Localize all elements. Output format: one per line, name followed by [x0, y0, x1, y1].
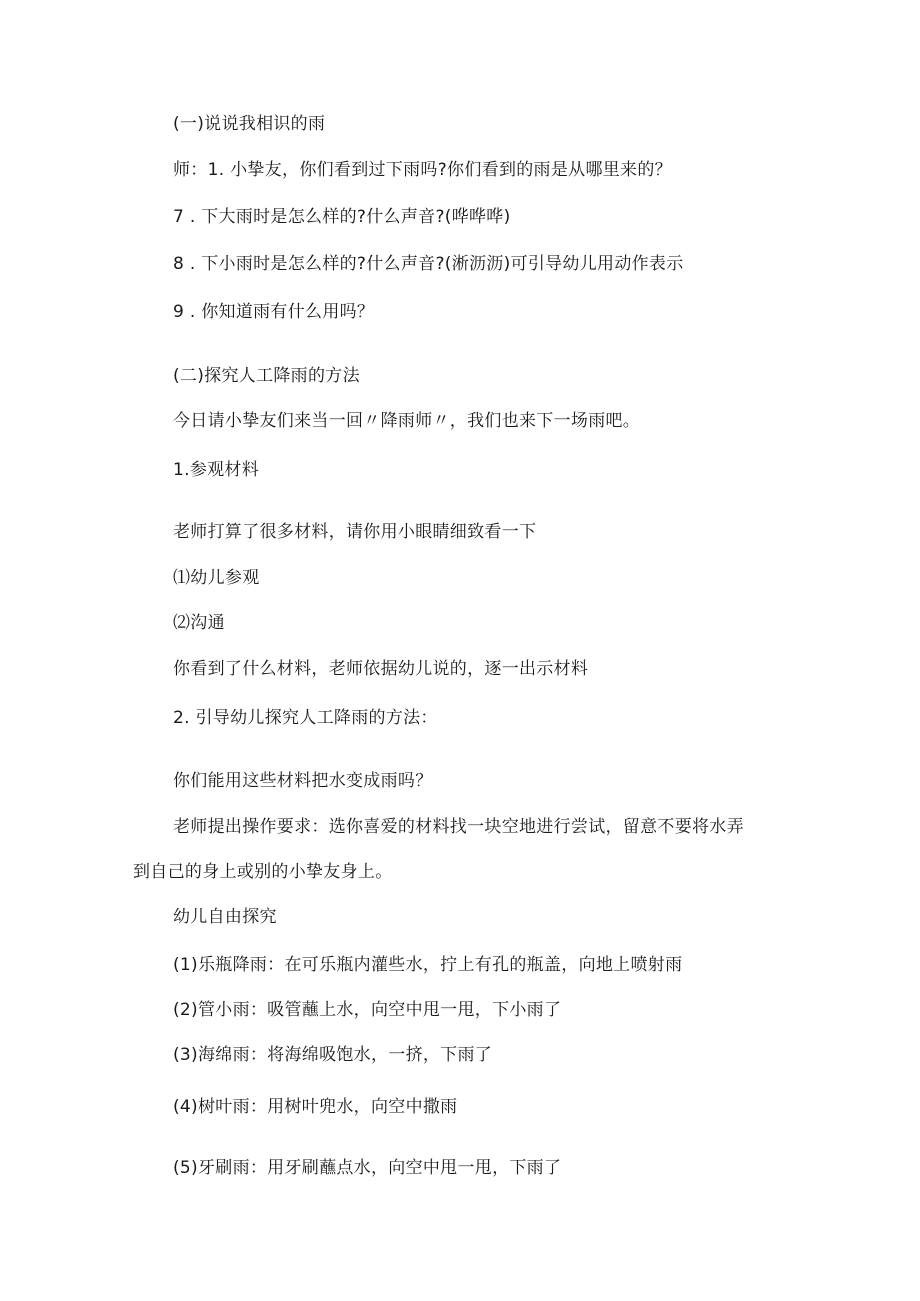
list-item: (5)牙刷雨：用牙刷蘸点水，向空中甩一甩，下雨了	[173, 1158, 562, 1178]
paragraph-line: 9 . 你知道雨有什么用吗？	[173, 302, 375, 322]
subheading-line: 1.参观材料	[173, 460, 260, 480]
list-item: ⑴幼儿参观	[173, 568, 260, 588]
paragraph-line: 老师打算了很多材料，请你用小眼睛细致看一下	[173, 522, 537, 542]
paragraph-line: 师：1. 小挚友，你们看到过下雨吗?你们看到的雨是从哪里来的？	[173, 160, 672, 180]
section-heading-2: (二)探究人工降雨的方法	[173, 366, 360, 386]
paragraph-line: 幼儿自由探究	[173, 907, 277, 927]
list-item: (4)树叶雨：用树叶兜水，向空中撒雨	[173, 1097, 458, 1117]
list-item: (2)管小雨：吸管蘸上水，向空中甩一甩，下小雨了	[173, 1000, 562, 1020]
paragraph-line: 你们能用这些材料把水变成雨吗？	[173, 771, 433, 791]
paragraph-line-continued: 到自己的身上或别的小挚友身上。	[133, 862, 393, 882]
list-item: ⑵沟通	[173, 613, 225, 633]
paragraph-line: 你看到了什么材料，老师依据幼儿说的，逐一出示材料	[173, 659, 589, 679]
subheading-line: 2. 引导幼儿探究人工降雨的方法：	[173, 708, 438, 728]
list-item: (3)海绵雨：将海绵吸饱水，一挤，下雨了	[173, 1045, 493, 1065]
paragraph-line: 老师提出操作要求：选你喜爱的材料找一块空地进行尝试，留意不要将水弄	[173, 817, 744, 837]
paragraph-line: 今日请小挚友们来当一回〃降雨师〃，我们也来下一场雨吧。	[173, 411, 641, 431]
paragraph-line: 8 . 下小雨时是怎么样的?什么声音?(淅沥沥)可引导幼儿用动作表示	[173, 254, 684, 274]
paragraph-line: 7 . 下大雨时是怎么样的?什么声音?(哗哗哗)	[173, 207, 511, 227]
list-item: (1)乐瓶降雨：在可乐瓶内灌些水，拧上有孔的瓶盖，向地上喷射雨	[173, 955, 683, 975]
section-heading-1: (一)说说我相识的雨	[173, 114, 326, 134]
